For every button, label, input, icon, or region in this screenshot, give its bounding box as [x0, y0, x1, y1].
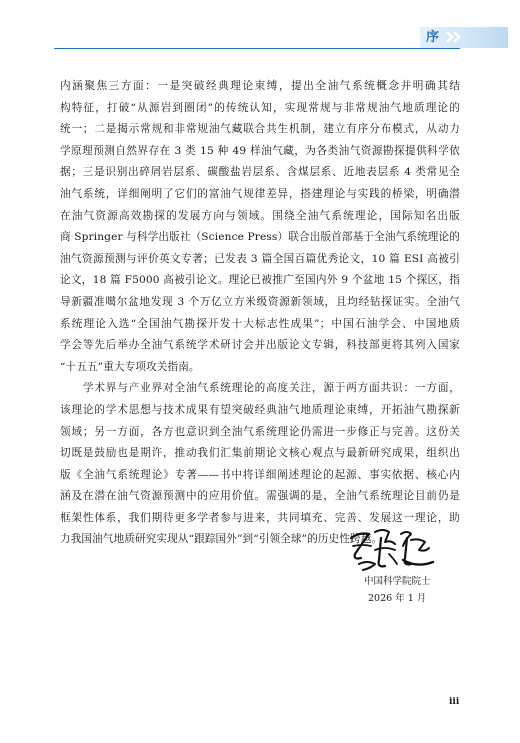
body-line: 领域；另一方面，各方也意识到全油气系统理论仍需进一步修正与完善。这份关	[60, 425, 460, 438]
body-line: 统一；二是揭示常规和非常规油气藏联合共生机制，建立有序分布模式，从动力	[60, 123, 460, 136]
body-line: 学术界与产业界对全油气系统理论的高度关注，源于两方面共识：一方面，	[60, 382, 460, 395]
body-line: 油气系统，详细阐明了它们的富油气规律差异，搭建理论与实践的桥梁，明确潜	[60, 187, 460, 200]
body-line: 商 Springer 与科学出版社（Science Press）联合出版首部基于全油气系统理论的	[60, 231, 460, 244]
body-line: 构特征，打破“从源岩到圈闭”的传统认知，实现常规与非常规油气地质理论的	[60, 101, 460, 114]
body-line: 版《全油气系统理论》专著——书中将详细阐述理论的起源、事实依据、核心内	[60, 468, 460, 481]
body-line: 内涵聚焦三方面：一是突破经典理论束缚，提出全油气系统概念并明确其结	[60, 80, 460, 92]
body-line: 学会等先后举办全油气系统学术研讨会并出版论文专辑，科技部更将其列入国家	[60, 339, 460, 352]
handwritten-signature	[345, 524, 437, 574]
body-line: “十五五”重大专项攻关指南。	[60, 360, 200, 373]
body-line: 力我国油气地质研究实现从“跟踪国外”到“引领全球”的历史性跨越。	[60, 533, 383, 546]
header-rule	[54, 48, 460, 49]
signature-title: 中国科学院院士	[364, 576, 431, 587]
body-line: 油气资源预测与评价英文专著；已发表 3 篇全国百篇优秀论文，10 篇 ESI 高被引	[60, 252, 460, 265]
double-chevron-icon	[446, 31, 464, 43]
body-line: 导新疆准噶尔盆地发现 3 个万亿立方米级资源新领域，且均经钻探证实。全油气	[60, 295, 460, 308]
body-line: 该理论的学术思想与技术成果有望突破经典油气地质理论束缚，开拓油气勘探新	[60, 403, 460, 416]
body-line: 学原理预测自然界存在 3 类 15 种 49 样油气藏，为各类油气资源勘探提供科学依	[60, 144, 460, 157]
body-line: 切既是鼓励也是期许，推动我们汇集前期论文核心观点与最新研究成果，组织出	[60, 447, 460, 460]
page-number: iii	[449, 697, 460, 707]
body-line: 论文，18 篇 F5000 高被引论文。理论已被推广至国内外 9 个盆地 15 个探区，指	[60, 274, 460, 287]
body-line: 框架性体系，我们期待更多学者参与进来，共同填充、完善、发展这一理论，助	[60, 511, 460, 524]
signature-date: 2026 年 1 月	[368, 593, 427, 604]
body-line: 在油气资源高效勘探的发展方向与领域。围绕全油气系统理论，国际知名出版	[60, 209, 460, 222]
body-line: 涵及在潜在油气资源预测中的应用价值。需强调的是，全油气系统理论目前仍是	[60, 490, 460, 503]
section-title: 序	[426, 30, 440, 45]
body-line: 据；三是识别出碎屑岩层系、碳酸盐岩层系、含煤层系、近地表层系 4 类常见全	[60, 166, 460, 179]
preface-body	[60, 76, 460, 551]
body-line: 系统理论入选“全国油气勘探开发十大标志性成果”；中国石油学会、中国地质	[60, 317, 460, 330]
